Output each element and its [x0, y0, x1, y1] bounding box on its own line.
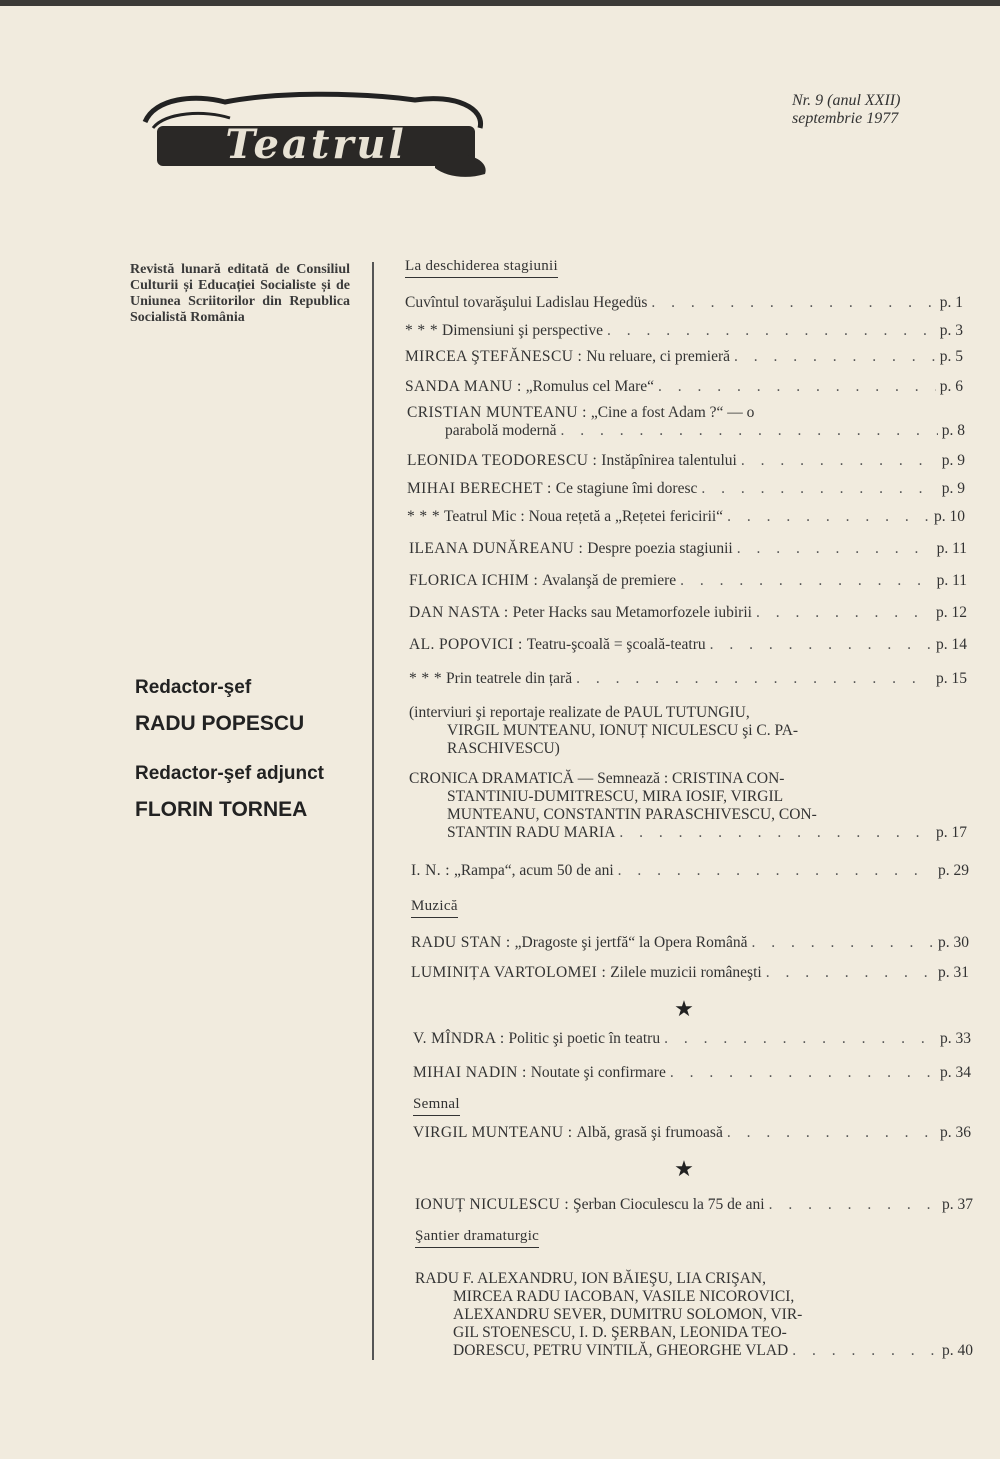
toc-author: SANDA MANU : [405, 378, 522, 395]
dot-leader [607, 322, 936, 340]
dot-leader [670, 1064, 936, 1082]
issue-date: septembrie 1977 [792, 110, 899, 127]
toc-page-number: p. 31 [938, 964, 969, 981]
toc-entry [415, 1270, 973, 1360]
dot-leader [751, 934, 934, 952]
dot-leader [710, 636, 932, 654]
toc-entry [405, 348, 963, 366]
toc-title: Teatru-şcoală = şcoală-teatru [526, 636, 706, 653]
section-heading-muzica: Muzică [411, 898, 458, 918]
toc-title: Şerban Cioculescu la 75 de ani [573, 1196, 765, 1213]
dot-leader [680, 572, 932, 590]
toc-author: RADU STAN : [411, 934, 511, 951]
toc-page-number: p. 1 [939, 294, 963, 311]
toc-entry [407, 404, 965, 440]
toc-page-number: p. 9 [941, 480, 965, 497]
star-ornament: ★ [674, 996, 694, 1021]
toc-entry-line: RADU F. ALEXANDRU, ION BĂIEŞU, LIA CRIŞAN, [415, 1270, 766, 1287]
dot-leader [756, 604, 932, 622]
toc-page-number: p. 10 [934, 508, 965, 525]
toc-title: „Romulus cel Mare“ [525, 378, 655, 395]
toc-title: Peter Hacks sau Metamorfozele iubirii [512, 604, 752, 621]
toc-author: * * * [407, 508, 440, 525]
editor-in-chief-name: RADU POPESCU [135, 712, 305, 735]
toc-entry [409, 770, 967, 842]
dot-leader [658, 378, 936, 396]
toc-author: MIRCEA ŞTEFĂNESCU : [405, 348, 583, 365]
toc-title: Despre poezia stagiunii [587, 540, 733, 557]
toc-entry-line: CRONICA DRAMATICĂ — Semnează : CRISTINA CON- [409, 770, 785, 787]
toc-title: Dimensiuni şi perspective [442, 322, 603, 339]
dot-leader [701, 480, 937, 498]
toc-author: ILEANA DUNĂREANU : [409, 540, 584, 557]
toc-title: Avalanşă de premiere [542, 572, 677, 589]
toc-entry-line: MIRCEA RADU IACOBAN, VASILE NICOROVICI, [453, 1288, 795, 1305]
toc-page-number: p. 33 [940, 1030, 971, 1047]
toc-author: DAN NASTA : [409, 604, 509, 621]
toc-title: Noutate şi confirmare [530, 1064, 666, 1081]
toc-entry [407, 508, 965, 526]
toc-title: Ce stagiune îmi doresc [555, 480, 698, 497]
toc-page-number: p. 14 [936, 636, 967, 653]
toc-author: VIRGIL MUNTEANU : [413, 1124, 573, 1141]
toc-title-continued: parabolă modernă [445, 422, 557, 439]
issue-number: Nr. 9 (anul XXII) [792, 92, 901, 109]
dot-leader [560, 422, 937, 440]
toc-page-number: p. 3 [939, 322, 963, 339]
toc-entry [407, 452, 965, 470]
column-divider [372, 262, 374, 1360]
toc-author: MIHAI NADIN : [413, 1064, 527, 1081]
toc-page-number: p. 15 [936, 670, 967, 687]
dot-leader [766, 964, 934, 982]
issue-info [792, 92, 900, 128]
toc-author: * * * [409, 670, 442, 687]
top-edge-bar [0, 0, 1000, 6]
toc-entry [413, 1124, 971, 1142]
toc-page-number: p. 12 [936, 604, 967, 621]
toc-page-number: p. 8 [941, 422, 965, 439]
toc-entry-line: MUNTEANU, CONSTANTIN PARASCHIVESCU, CON- [447, 806, 817, 823]
section-heading-semnal: Semnal [413, 1096, 460, 1116]
toc-entry [409, 670, 967, 688]
toc-author: MIHAI BERECHET : [407, 480, 552, 497]
toc-title: „Rampa“, acum 50 de ani [453, 862, 614, 879]
section-heading-santier: Şantier dramaturgic [415, 1228, 539, 1248]
toc-page-number: p. 30 [938, 934, 969, 951]
toc-title: Instăpînirea talentului [601, 452, 737, 469]
dot-leader [618, 862, 934, 880]
dot-leader [792, 1342, 938, 1360]
toc-title: Cuvîntul tovarăşului Ladislau Hegedüs [405, 294, 648, 311]
editor-in-chief-label: Redactor-şef [135, 677, 252, 698]
toc-page-number: p. 9 [941, 452, 965, 469]
deputy-editor-name: FLORIN TORNEA [135, 798, 308, 821]
toc-page-number: p. 40 [942, 1342, 973, 1359]
toc-entry-line: VIRGIL MUNTEANU, IONUȚ NICULESCU şi C. PA- [447, 722, 799, 739]
dot-leader [769, 1196, 938, 1214]
star-ornament: ★ [674, 1156, 694, 1181]
toc-page-number: p. 6 [939, 378, 963, 395]
toc-title: Prin teatrele din țară [446, 670, 573, 687]
toc-title: „Dragoste şi jertfă“ la Opera Română [514, 934, 748, 951]
toc-entry [409, 636, 967, 654]
toc-entry [411, 862, 969, 880]
toc-entry [411, 934, 969, 952]
toc-title: „Cine a fost Adam ?“ — o [590, 404, 755, 421]
logo-lettering: Teatrul [225, 121, 407, 168]
teatrul-logo [135, 88, 495, 178]
dot-leader [741, 452, 938, 470]
toc-author: FLORICA ICHIM : [409, 572, 539, 589]
toc-title: Politic şi poetic în teatru [508, 1030, 661, 1047]
publisher-statement: Revistă lunară editată de Consiliul Culturii și Educației Socialiste și de Uniunea Scriitorilor din Republica Socialistă România [130, 262, 350, 325]
toc-page-number: p. 37 [942, 1196, 973, 1213]
toc-entry [409, 572, 967, 590]
toc-author: LUMINIȚA VARTOLOMEI : [411, 964, 607, 981]
dot-leader [651, 294, 935, 312]
toc-entry-line: (interviuri şi reportaje realizate de PAUL TUTUNGIU, [409, 704, 750, 721]
toc-entry [411, 964, 969, 982]
toc-entry [405, 322, 963, 340]
dot-leader [619, 824, 932, 842]
toc-page-number: p. 29 [938, 862, 969, 879]
dot-leader [727, 508, 930, 526]
section-heading-stagiune: La deschiderea stagiunii [405, 258, 558, 278]
toc-entry [407, 480, 965, 498]
toc-page-number: p. 34 [940, 1064, 971, 1081]
dot-leader [727, 1124, 936, 1142]
toc-entry [405, 294, 963, 312]
toc-entry-text: STANTIN RADU MARIA [447, 824, 616, 841]
dot-leader [737, 540, 933, 558]
toc-entry-line: GIL STOENESCU, I. D. ŞERBAN, LEONIDA TEO- [453, 1324, 787, 1341]
toc-entry [413, 1064, 971, 1082]
toc-entry [409, 540, 967, 558]
toc-entry [409, 604, 967, 622]
toc-page-number: p. 17 [936, 824, 967, 841]
toc-page-number: p. 36 [940, 1124, 971, 1141]
toc-entry-line: STANTINIU-DUMITRESCU, MIRA IOSIF, VIRGIL [447, 788, 784, 805]
toc-entry [405, 378, 963, 396]
toc-entry-line: RASCHIVESCU) [447, 740, 560, 757]
toc-author: IONUȚ NICULESCU : [415, 1196, 570, 1213]
toc-title: Nu reluare, ci premieră [586, 348, 731, 365]
dot-leader [576, 670, 932, 688]
toc-author: CRISTIAN MUNTEANU : [407, 404, 587, 421]
toc-title: Zilele muzicii româneşti [610, 964, 762, 981]
toc-entry [409, 704, 967, 758]
toc-entry-line [415, 1342, 973, 1360]
toc-author: LEONIDA TEODORESCU : [407, 452, 598, 469]
toc-entry-text: DORESCU, PETRU VINTILĂ, GHEORGHE VLAD [453, 1342, 789, 1359]
dot-leader [734, 348, 936, 366]
toc-author: * * * [405, 322, 438, 339]
toc-entry-line: ALEXANDRU SEVER, DUMITRU SOLOMON, VIR- [453, 1306, 803, 1323]
toc-entry [415, 1196, 973, 1214]
toc-page-number: p. 11 [936, 540, 967, 557]
toc-entry [413, 1030, 971, 1048]
toc-page-number: p. 5 [939, 348, 963, 365]
toc-author: I. N. : [411, 862, 450, 879]
dot-leader [664, 1030, 936, 1048]
toc-author: AL. POPOVICI : [409, 636, 523, 653]
toc-entry-line [409, 824, 967, 842]
toc-author: V. MÎNDRA : [413, 1030, 505, 1047]
toc-page-number: p. 11 [936, 572, 967, 589]
toc-title: Albă, grasă şi frumoasă [576, 1124, 723, 1141]
deputy-editor-label: Redactor-şef adjunct [135, 763, 324, 784]
toc-title: Teatrul Mic : Noua rețetă a „Rețetei fericirii“ [444, 508, 724, 525]
